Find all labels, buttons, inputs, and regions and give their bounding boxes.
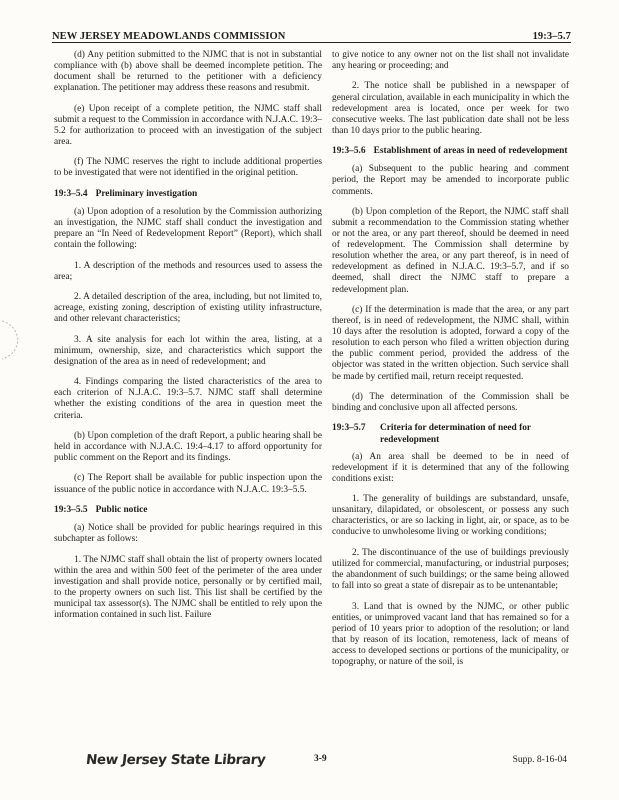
paragraph-5-6-b: (b) Upon completion of the Report, the NJMC staff shall submit a recommendation to the Commission stating whether or not the area, or any part thereof, should be deemed in need of redevelopment. The Commission shall determine by resolution whether the area, or any part thereof, is in need of redevelopment as defined in N.J.A.C. 19:3–5.7, and if so deemed, shall direct the NJMC staff to prepare a redevelopment plan. — [332, 206, 569, 295]
paragraph-f: (f) The NJMC reserves the right to include additional properties to be investigated that were not identified in the original petition. — [54, 157, 322, 179]
item-5-4-a-4: 4. Findings comparing the listed characteristics of the area to each criterion of N.J.A.C. 19:3–5.7. NJMC staff shall determine whether the existing conditions of the area in question meet the criteria. — [54, 377, 322, 421]
section-number: 19:3–5.6 — [332, 146, 366, 157]
paragraph-5-4-c: (c) The Report shall be available for public inspection upon the issuance of the public notice in accordance with N.J.A.C. 19:3–5.5. — [54, 473, 322, 495]
header-title: NEW JERSEY MEADOWLANDS COMMISSION — [52, 31, 286, 42]
paragraph-5-5-a: (a) Notice shall be provided for public hearings required in this subchapter as follows: — [54, 523, 322, 545]
supplement-date: Supp. 8-16-04 — [512, 755, 567, 765]
section-heading-5-7 — [332, 423, 569, 445]
paragraph-continuation: to give notice to any owner not on the list shall not invalidate any hearing or proceeding; and — [332, 50, 569, 72]
section-heading-5-5 — [54, 505, 322, 516]
paragraph-d: (d) Any petition submitted to the NJMC that is not in substantial compliance with (b) above shall be deemed incomplete petition. The document shall be returned to the petitioner with a deficiency explanation. The petitioner may address these reasons and resubmit. — [54, 50, 322, 94]
header-section-range: 19:3–5.7 — [532, 31, 571, 42]
item-5-5-a-2: 2. The notice shall be published in a newspaper of general circulation, available in each municipality in which the redevelopment area is located, once per week for two consecutive weeks. The last publication date shall not be less than 10 days prior to the public hearing. — [332, 81, 569, 136]
page-footer — [0, 750, 619, 774]
section-title: Preliminary investigation — [95, 188, 198, 199]
item-5-5-a-1: 1. The NJMC staff shall obtain the list of property owners located within the area and within 500 feet of the perimeter of the area under investigation and shall provide notice, personally or by certified mail, to the property owners on such list. This list shall be certified by the municipal tax assessor(s). The NJMC shall be entitled to rely upon the information contained in such list. Failure — [54, 554, 322, 621]
paragraph-5-6-a: (a) Subsequent to the public hearing and comment period, the Report may be amended to incorporate public comments. — [332, 164, 569, 197]
section-heading-5-6 — [332, 146, 569, 157]
running-header — [52, 24, 571, 43]
section-title: Criteria for determination of need for redevelopment — [380, 423, 531, 445]
item-5-7-a-3: 3. Land that is owned by the NJMC, or other public entities, or unimproved vacant land that has remained so for a period of 10 years prior to adoption of the resolution; or land that by reason of its location, remoteness, lack of means of access to developed sections or portions of the municipality, or topography, or nature of the soil, is — [332, 601, 569, 667]
right-column — [332, 50, 569, 677]
item-5-4-a-1: 1. A description of the methods and resources used to assess the area; — [54, 260, 322, 282]
section-number: 19:3–5.5 — [54, 504, 88, 515]
section-title: Establishment of areas in need of redevelopment — [373, 146, 568, 157]
item-5-7-a-2: 2. The discontinuance of the use of buildings previously utilized for commercial, manufacturing, or industrial purposes; the abandonment of such buildings; or the same being allowed to fall into so great a state of disrepair as to be untenantable; — [332, 547, 569, 592]
left-column — [54, 50, 322, 630]
paragraph-5-7-a: (a) An area shall be deemed to be in need of redevelopment if it is determined that any of the following conditions exist: — [332, 451, 569, 484]
paragraph-5-4-a: (a) Upon adoption of a resolution by the Commission authorizing an investigation, the NJMC staff shall conduct the investigation and prepare an “In Need of Redevelopment Report” (Report), which shall contain the following: — [54, 206, 322, 251]
paragraph-5-6-d: (d) The determination of the Commission shall be binding and conclusive upon all affected persons. — [332, 391, 569, 414]
section-number: 19:3–5.7 — [332, 423, 366, 434]
section-number: 19:3–5.4 — [54, 188, 88, 199]
paragraph-5-4-b: (b) Upon completion of the draft Report, a public hearing shall be held in accordance with N.J.A.C. 19:4–4.17 to afford opportunity for public comment on the Report and its findings. — [54, 430, 322, 464]
item-5-4-a-2: 2. A detailed description of the area, including, but not limited to, acreage, existing zoning, description of existing utility infrastructure, and other relevant characteristics; — [54, 292, 322, 325]
item-5-7-a-1: 1. The generality of buildings are substandard, unsafe, unsanitary, dilapidated, or obsolescent, or possess any such characteristics, or are so lacking in light, air, or space, as to be conducive to unwholesome living or working conditions; — [332, 494, 569, 538]
section-heading-5-4 — [54, 189, 322, 200]
item-5-4-a-3: 3. A site analysis for each lot within the area, listing, at a minimum, ownership, size, and characteristics which support the designation of the area as in need of redevelopment; and — [54, 334, 322, 367]
page-number: 3-9 — [314, 754, 327, 764]
section-title: Public notice — [95, 504, 148, 515]
library-stamp: New Jersey State Library — [85, 752, 267, 768]
paragraph-e: (e) Upon receipt of a complete petition, the NJMC staff shall submit a request to the Commission in accordance with N.J.A.C. 19:3–5.2 for authorization to proceed with an investigation of the subject area. — [54, 103, 322, 147]
paragraph-5-6-c: (c) If the determination is made that the area, or any part thereof, is in need of redevelopment, the NJMC shall, within 10 days after the resolution is adopted, forward a copy of the resolution to each person who filed a written objection during the public comment period, provided the address of the objector was stated in the written objection. Such service shall be made by certified mail, return receipt requested. — [332, 304, 569, 382]
binder-hole-mark — [0, 315, 26, 365]
